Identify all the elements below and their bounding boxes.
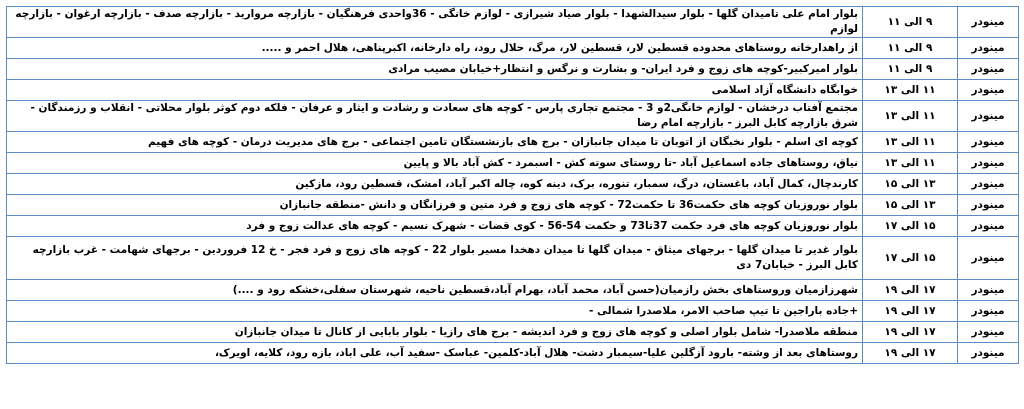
table-row — [7, 174, 1019, 195]
time-range-cell: ۹ الی ۱۱ — [863, 7, 958, 38]
affected-areas-cell: بلوار غدیر تا میدان گلها - برجهای میثاق - میدان گلها تا میدان دهخدا مسیر بلوار 22 - کوچه های زوج و فرد فجر - خ 12 فروردین - برجهای شهامت - غرب بازارچه کابل البرز - خیابان7 دی — [7, 237, 863, 280]
table-row — [7, 132, 1019, 153]
region-cell: مینودر — [958, 59, 1019, 80]
time-range-cell: ۱۵ الی ۱۷ — [863, 237, 958, 280]
region-cell: مینودر — [958, 343, 1019, 364]
time-range-cell: ۱۱ الی ۱۳ — [863, 132, 958, 153]
affected-areas-cell: بلوار نوروزیان کوچه های فرد حکمت 37تا73 و حکمت 54-56 - کوی قضات - شهرک نسیم - کوچه های عدالت زوج و فرد — [7, 216, 863, 237]
region-cell: مینودر — [958, 132, 1019, 153]
affected-areas-cell: روستاهای بعد از وشته- بارود آزگلین علیا-سیمبار دشت- هلال آباد-کلمین- عباسک -سفید آب، علی اباد، بازه رود، کلایه، اویرک، — [7, 343, 863, 364]
table-row — [7, 59, 1019, 80]
outage-schedule-table — [6, 6, 1019, 364]
region-cell: مینودر — [958, 7, 1019, 38]
region-cell: مینودر — [958, 322, 1019, 343]
affected-areas-cell: کارندچال، کمال آباد، باغستان، درگ، سمبار، تنوره، برک، دینه کوه، چاله اکبر آباد، امشک، قسطین رود، مازکین — [7, 174, 863, 195]
affected-areas-cell: از راهدارخانه روستاهای محدوده قسطین لار، قسطین لار، مرگ، حلال رود، راه دارخانه، اکبرپناهی، هلال احمر و ..... — [7, 38, 863, 59]
affected-areas-cell: شهرزازمیان وروستاهای بخش رازمیان(حسن آباد، محمد آباد، بهرام آباد،قسطین ناحیه، شهرستان سفلی،خشکه رود و ....) — [7, 280, 863, 301]
affected-areas-cell: بلوار نوروزیان کوچه های حکمت36 تا حکمت72 - کوچه های زوج و فرد متین و فرزانگان و دانش -منطقه جانبازان — [7, 195, 863, 216]
time-range-cell: ۱۱ الی ۱۳ — [863, 101, 958, 132]
table-row — [7, 7, 1019, 38]
time-range-cell: ۱۱ الی ۱۳ — [863, 80, 958, 101]
time-range-cell: ۱۷ الی ۱۹ — [863, 322, 958, 343]
affected-areas-cell: نیاق، روستاهای جاده اسماعیل آباد -تا روستای سوته کش - اسبمرد - کش آباد بالا و پایین — [7, 153, 863, 174]
table-row — [7, 237, 1019, 280]
region-cell: مینودر — [958, 301, 1019, 322]
time-range-cell: ۱۱ الی ۱۳ — [863, 153, 958, 174]
table-row — [7, 80, 1019, 101]
time-range-cell: ۱۷ الی ۱۹ — [863, 343, 958, 364]
time-range-cell: ۱۵ الی ۱۷ — [863, 216, 958, 237]
region-cell: مینودر — [958, 216, 1019, 237]
table-row — [7, 101, 1019, 132]
time-range-cell: ۱۷ الی ۱۹ — [863, 280, 958, 301]
table-row — [7, 195, 1019, 216]
affected-areas-cell: مجتمع آفتاب درخشان - لوازم خانگی2و 3 - مجتمع تجاری پارس - کوچه های سعادت و رشادت و ایثار و عرفان - فلکه دوم کوثر بلوار محلاتی - انقلاب و رزمندگان - شرق بازارچه کابل البرز - بازارچه امام رضا — [7, 101, 863, 132]
table-body — [7, 7, 1019, 364]
time-range-cell: ۹ الی ۱۱ — [863, 38, 958, 59]
region-cell: مینودر — [958, 174, 1019, 195]
affected-areas-cell: کوچه ای اسلم - بلوار نخبگان از اتوبان تا میدان جانبازان - برج های بازنشستگان تامین اجتماعی - برج های مدیریت درمان - کوچه های فهیم — [7, 132, 863, 153]
affected-areas-cell: منطقه ملاصدرا- شامل بلوار اصلی و کوچه های زوج و فرد اندیشه - برج های رازیا - بلوار بابایی از کانال تا میدان جانبازان — [7, 322, 863, 343]
region-cell: مینودر — [958, 38, 1019, 59]
affected-areas-cell: خوابگاه دانشگاه آزاد اسلامی — [7, 80, 863, 101]
region-cell: مینودر — [958, 195, 1019, 216]
table-row — [7, 38, 1019, 59]
table-row — [7, 153, 1019, 174]
time-range-cell: ۱۳ الی ۱۵ — [863, 174, 958, 195]
time-range-cell: ۹ الی ۱۱ — [863, 59, 958, 80]
region-cell: مینودر — [958, 80, 1019, 101]
table-row — [7, 343, 1019, 364]
region-cell: مینودر — [958, 153, 1019, 174]
table-row — [7, 301, 1019, 322]
region-cell: مینودر — [958, 237, 1019, 280]
table-row — [7, 322, 1019, 343]
table-row — [7, 280, 1019, 301]
affected-areas-cell: بلوار امیرکبیر-کوچه های زوج و فرد ایران- و بشارت و نرگس و انتظار+خیابان مصیب مرادی — [7, 59, 863, 80]
time-range-cell: ۱۳ الی ۱۵ — [863, 195, 958, 216]
affected-areas-cell: +جاده باراجین تا تیپ صاحب الامر، ملاصدرا شمالی - — [7, 301, 863, 322]
affected-areas-cell: بلوار امام علی تامیدان گلها - بلوار سیدالشهدا - بلوار صیاد شیرازی - لوازم خانگی - 36واحدی فرهنگیان - بازارچه مروارید - بازارچه صدف - بازارچه ارغوان - بازارچه لوازم — [7, 7, 863, 38]
region-cell: مینودر — [958, 101, 1019, 132]
region-cell: مینودر — [958, 280, 1019, 301]
time-range-cell: ۱۷ الی ۱۹ — [863, 301, 958, 322]
table-row — [7, 216, 1019, 237]
